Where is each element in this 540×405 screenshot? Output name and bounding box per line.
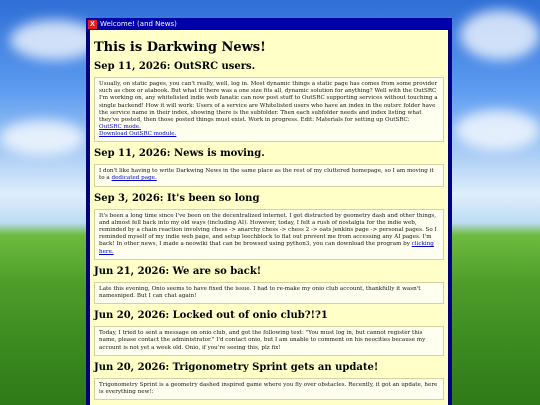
cloud: [455, 110, 540, 150]
post-text: Late this evening, Onio seems to have fixed the issue. I had to re-make my onio club account, thankfully it wasn't namesniped. But I can chat again!: [99, 285, 421, 300]
post-body: [94, 378, 444, 400]
post-text: I don't like having to write Darkwing News in the same place as the rest of my cluttered homepage, so I am moving it to a: [99, 168, 434, 182]
cloud: [460, 10, 540, 60]
post-body: [94, 164, 444, 186]
post-body: [94, 326, 444, 356]
dedicated-page-link[interactable]: dedicated page.: [111, 175, 157, 182]
news-content[interactable]: [90, 30, 448, 405]
post-heading: Sep 3, 2026: It's been so long: [94, 192, 260, 204]
cloud: [0, 120, 85, 155]
post-text: Usually, on static pages, you can't really, well, log in. Most dynamic things a static page has comes from some provider such as cbox or atabook. But what if there was a one size fits all, dynamic solution for anything? Well with the OutSRC I'm working on, any whitelisted indie web fanatic can now post stuff to OutSRC supporting services without touching a single backend! How it will work: Users of a service are Whitelisted users who have an index in the outsrc folder have the service name in their index, showing there is the subfolder. Then each subfolder needs and index listing what they've posted, then those posted things must exist. Work in progress. Edit: Materials for setting up OutSRC:: [99, 81, 438, 124]
post-body: [94, 282, 444, 304]
post-body: [94, 77, 444, 142]
post-heading: Jun 21, 2026: We are so back!: [94, 265, 262, 277]
post-heading: Jun 20, 2026: Locked out of onio club?!?1: [94, 310, 328, 322]
download-neowiki-link[interactable]: clicking here.: [99, 241, 434, 255]
post-text: Today, I tried to sent a message on onio club, and got the following text: "You must log in, but cannot register this name, please contact the administrator." I'd contact onio, but I am unable to comment on his neocities because my account is not yet a week old. Onio, if you're seeing this, plz fix!: [99, 330, 426, 351]
close-button[interactable]: X: [88, 20, 97, 29]
post-text: It's been a long time since I've been on the decentralized internet. I got distracted by geometry dash and other things, and almost fell back into my old ways (including AI). However, today, I felt a rush of nostalgia for the indie web, reminded by a chain reaction involving chess -> anarchy chess -> chess 2 -> oats jenkins page -> personal pages. So I reminded myself of my indie web page, and setup leechblock to flat out prevent me from accessing any AI pages. I'm back! In other news, I made a neowiki that can be browsed using python3, you can download the program by: [99, 212, 437, 248]
window-titlebar[interactable]: [86, 18, 452, 30]
post-text: Trigonometry Sprint is a geometry dashed inspired game where you fly over obstacles. Recently, it got an update, here is everything new!:: [99, 381, 438, 396]
news-window: [86, 18, 452, 405]
post-body: [94, 209, 444, 260]
outsrc-mode-link[interactable]: OutSRC mode.: [99, 124, 141, 131]
post-heading: Sep 11, 2026: OutSRC users.: [94, 61, 256, 72]
page-title: This is Darkwing News!: [94, 40, 266, 55]
post-heading: Sep 11, 2026: News is moving.: [94, 148, 265, 160]
window-title: Welcome! (and News): [100, 20, 177, 28]
post-heading: Jun 20, 2026: Trigonometry Sprint gets an update!: [94, 361, 379, 373]
download-outsrc-link[interactable]: Download OutSRC module.: [99, 131, 177, 138]
